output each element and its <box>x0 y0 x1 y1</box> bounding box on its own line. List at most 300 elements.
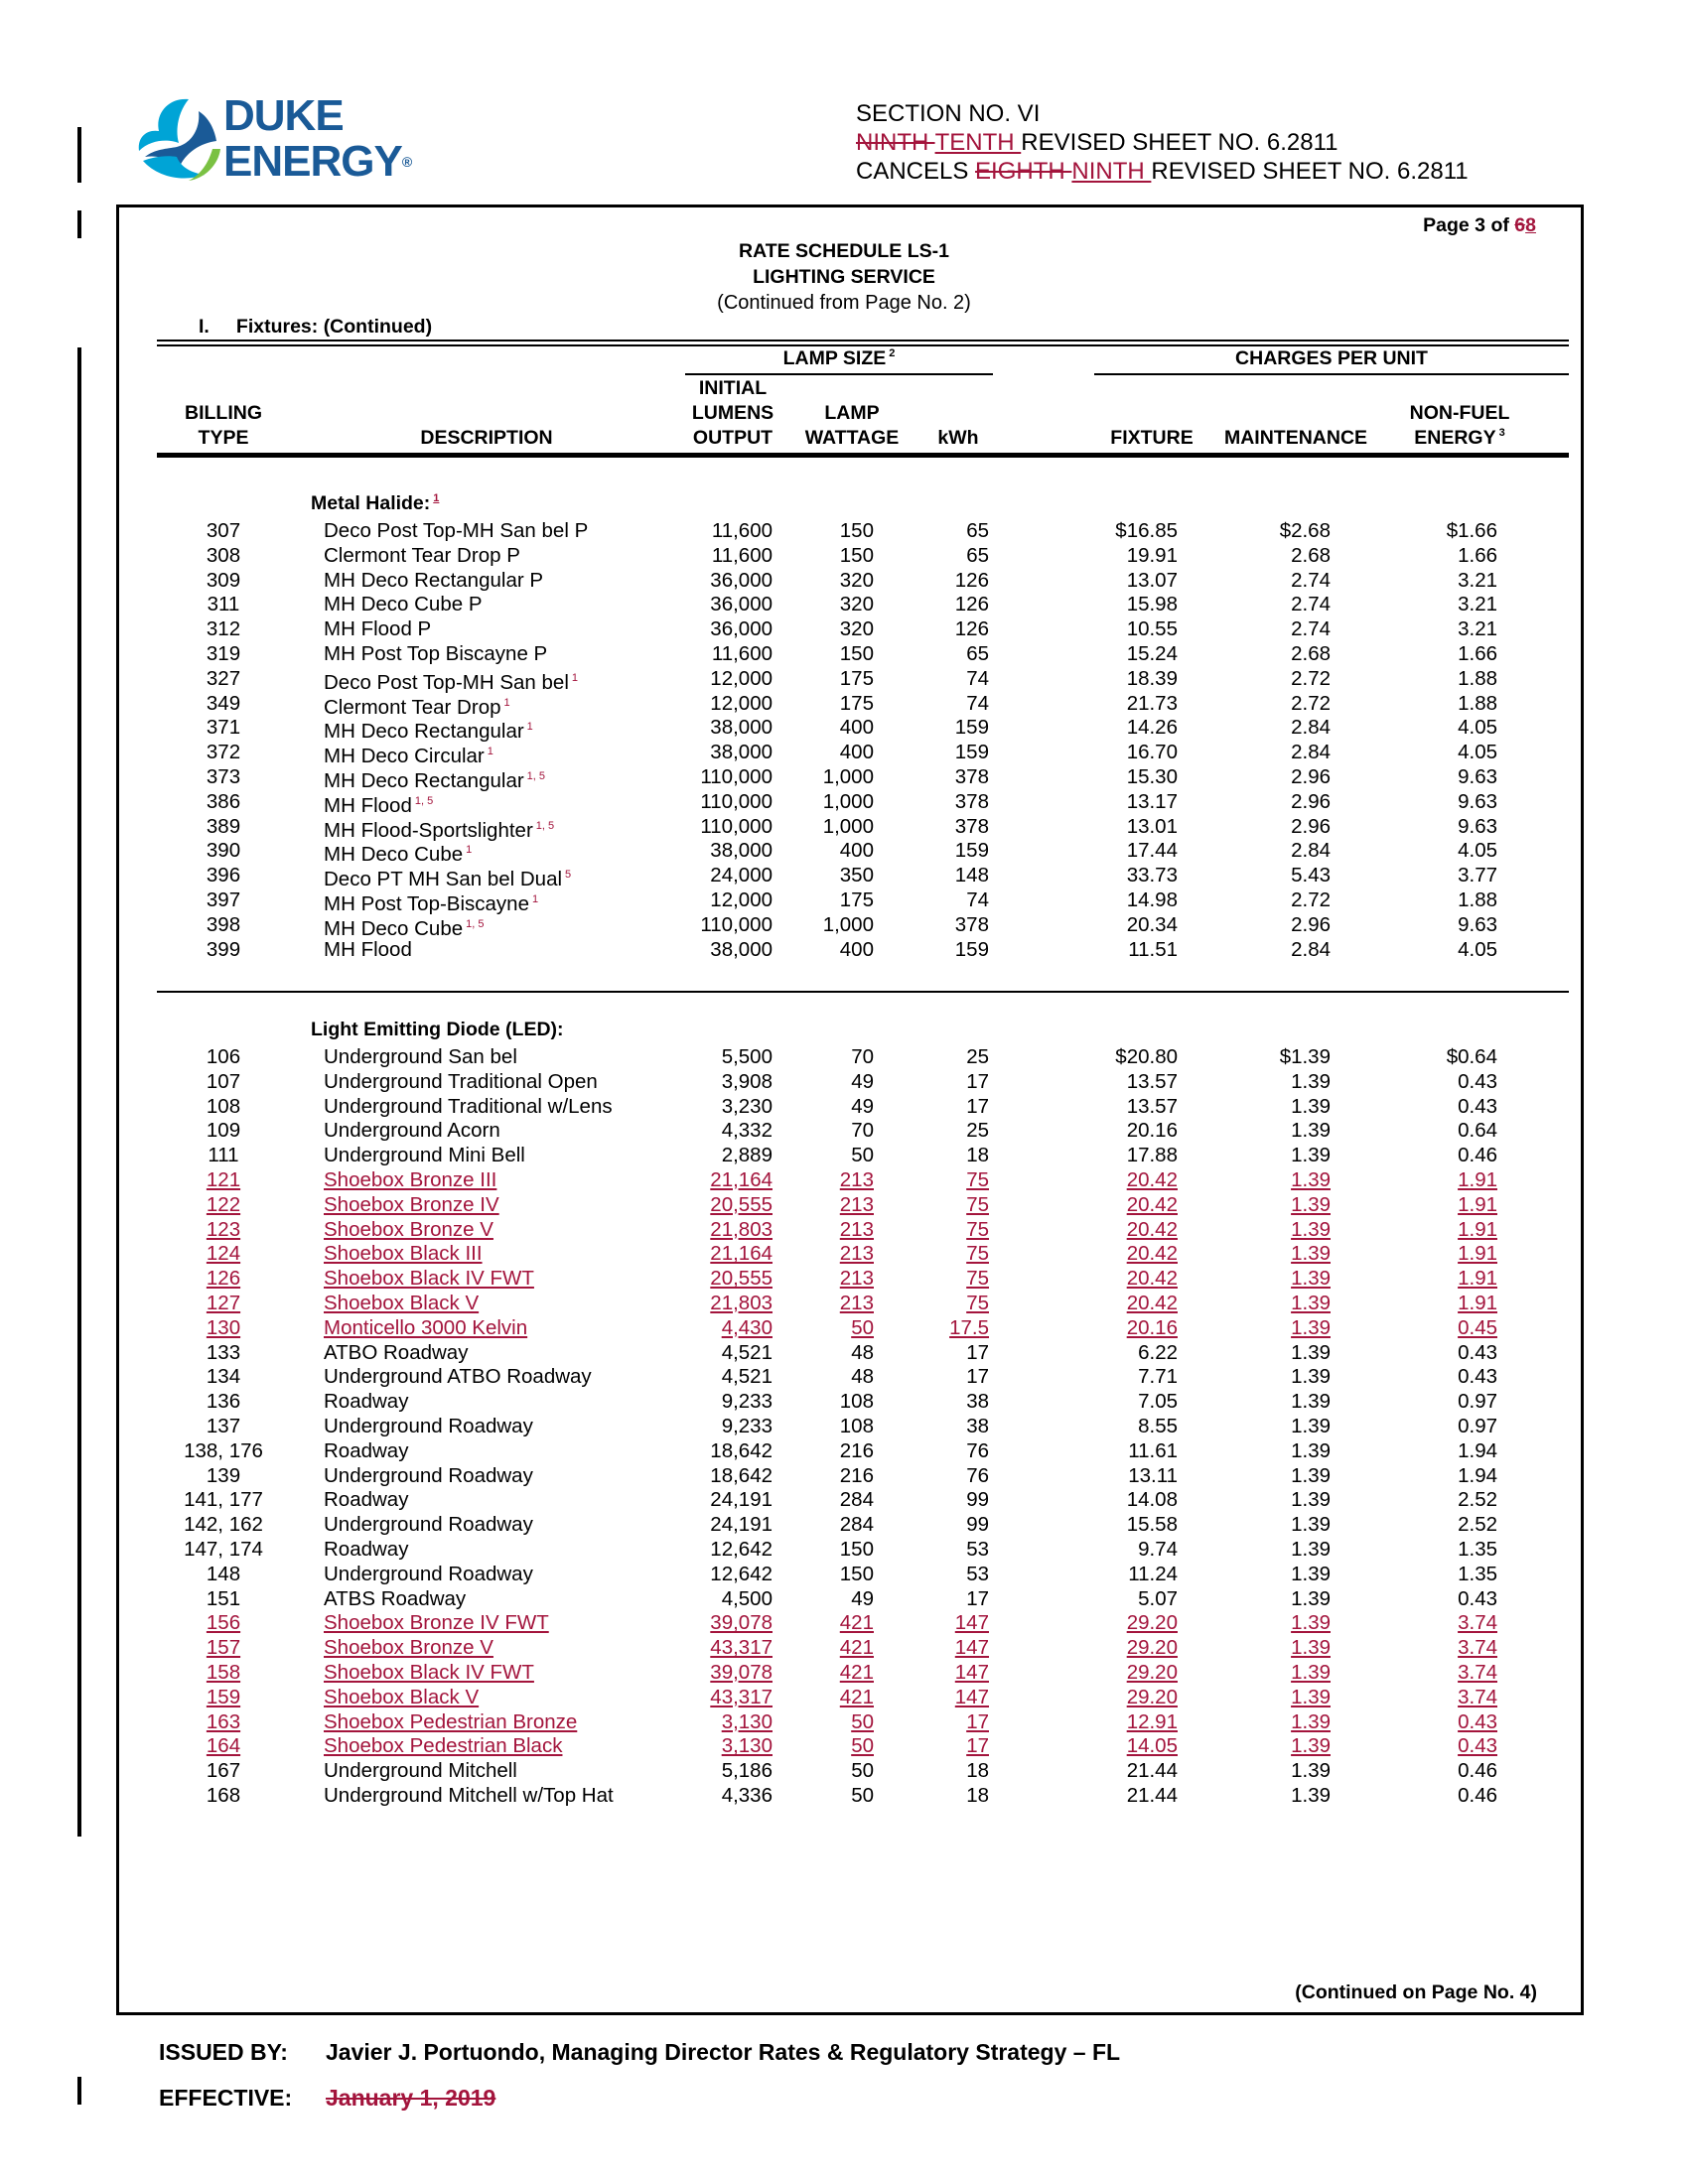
fixture-charge-cell: 17.88 <box>1126 1144 1178 1167</box>
maintenance-charge-cell: 2.74 <box>1291 568 1331 592</box>
revision-bar <box>77 127 81 183</box>
billing-type-cell: 397 <box>206 888 241 911</box>
revision-bar <box>77 2077 81 2105</box>
effective-label: EFFECTIVE: <box>159 2085 293 2111</box>
billing-type-cell: 307 <box>206 519 241 542</box>
table-row <box>0 814 1688 842</box>
fixture-charge-cell: 11.51 <box>1128 937 1178 961</box>
revised-sheet-line <box>856 128 1469 157</box>
description-cell: Underground Roadway <box>324 1562 533 1585</box>
billing-type-cell: 372 <box>206 741 241 764</box>
continued-note: (Continued on Page No. 4) <box>1295 1981 1537 2003</box>
deleted-text: EIGHTH <box>975 158 1072 185</box>
billing-type-cell: 168 <box>206 1784 241 1807</box>
billing-type-cell: 127 <box>206 1292 241 1314</box>
lumens-cell: 11,600 <box>711 642 773 665</box>
maintenance-charge-cell: 1.39 <box>1291 1242 1331 1266</box>
wattage-cell: 150 <box>839 519 874 542</box>
fixture-charge-cell: 19.91 <box>1126 543 1178 567</box>
footnote-marker: 2 <box>889 347 896 359</box>
fixture-charge-cell: 29.20 <box>1126 1661 1178 1684</box>
kwh-cell: 99 <box>966 1488 989 1512</box>
table-row <box>0 1340 1688 1365</box>
kwh-cell: 17 <box>966 1734 989 1758</box>
description-cell: Deco Post Top-MH San bel $^1$ <box>324 670 579 694</box>
lumens-cell: 18,642 <box>710 1463 773 1487</box>
description-cell: MH Deco Cube P <box>324 593 483 616</box>
non-fuel-energy-charge-cell: 0.97 <box>1458 1390 1497 1414</box>
non-fuel-energy-charge-cell: 9.63 <box>1458 814 1497 838</box>
lumens-cell: 4,500 <box>721 1586 773 1610</box>
wattage-cell: 50 <box>851 1734 874 1758</box>
non-fuel-energy-charge-cell: 0.43 <box>1458 1586 1497 1610</box>
non-fuel-energy-charge-cell: 0.43 <box>1458 1709 1497 1733</box>
lumens-cell: 3,230 <box>721 1094 773 1118</box>
table-row <box>0 568 1688 593</box>
wattage-cell: 50 <box>851 1315 874 1339</box>
rule <box>1094 373 1569 375</box>
billing-type-cell: 371 <box>206 716 241 740</box>
non-fuel-energy-charge-cell: 0.64 <box>1458 1119 1497 1143</box>
fixture-charge-cell: 20.42 <box>1126 1267 1178 1291</box>
rule <box>157 340 1569 341</box>
maintenance-charge-cell: 1.39 <box>1291 1144 1331 1167</box>
fixture-charge-cell: $20.80 <box>1115 1045 1178 1068</box>
footnote-marker: 1 <box>571 671 579 684</box>
description-cell: Underground Roadway <box>324 1415 533 1437</box>
fixture-charge-cell: 8.55 <box>1138 1415 1178 1437</box>
kwh-cell: 17 <box>966 1586 989 1610</box>
sheet-header <box>856 99 1469 186</box>
wattage-cell: 150 <box>839 543 874 567</box>
table-row <box>0 1364 1688 1389</box>
wattage-cell: 49 <box>851 1094 874 1118</box>
wattage-cell: 320 <box>839 617 874 641</box>
kwh-cell: 378 <box>954 912 989 936</box>
table-row <box>0 1192 1688 1217</box>
wattage-cell: 70 <box>851 1119 874 1143</box>
description-cell: Underground Traditional Open <box>324 1069 598 1093</box>
lumens-cell: 38,000 <box>710 937 773 961</box>
table-row <box>0 1562 1688 1586</box>
non-fuel-energy-charge-cell: 1.94 <box>1458 1463 1497 1487</box>
fixture-charge-cell: 18.39 <box>1126 666 1178 690</box>
lumens-cell: 36,000 <box>710 617 773 641</box>
billing-type-cell: 133 <box>206 1340 241 1364</box>
fixture-charge-cell: 14.08 <box>1126 1488 1178 1512</box>
fixture-charge-cell: 14.26 <box>1126 716 1178 740</box>
description-cell: MH Flood-Sportslighter $^{1, 5}$ <box>324 818 555 842</box>
description-cell: Roadway <box>324 1488 409 1512</box>
non-fuel-energy-charge-cell: 1.94 <box>1458 1438 1497 1462</box>
wattage-cell: 50 <box>851 1144 874 1167</box>
maintenance-charge-cell: 1.39 <box>1291 1488 1331 1512</box>
wattage-cell: 213 <box>839 1192 874 1216</box>
kwh-cell: 147 <box>954 1661 989 1684</box>
table-row <box>0 641 1688 666</box>
footnote-marker: 1 <box>466 844 473 857</box>
lumens-cell: 12,642 <box>710 1538 773 1561</box>
lumens-cell: 3,908 <box>721 1069 773 1093</box>
table-row <box>0 1463 1688 1488</box>
footnote-marker: 1 <box>487 746 493 758</box>
lumens-cell: 2,889 <box>721 1144 773 1167</box>
wattage-cell: 48 <box>851 1365 874 1389</box>
non-fuel-energy-charge-cell: 1.66 <box>1458 543 1497 567</box>
lumens-cell: 5,500 <box>721 1045 773 1068</box>
col-billing: BILLING <box>185 402 262 424</box>
fixture-charge-cell: 21.73 <box>1126 691 1178 715</box>
table-row <box>0 1537 1688 1562</box>
kwh-cell: 38 <box>966 1415 989 1437</box>
lumens-cell: 38,000 <box>710 716 773 740</box>
kwh-cell: 147 <box>954 1685 989 1708</box>
non-fuel-energy-charge-cell: 1.66 <box>1458 642 1497 665</box>
billing-type-cell: 396 <box>206 864 241 887</box>
kwh-cell: 76 <box>966 1438 989 1462</box>
kwh-cell: 18 <box>966 1759 989 1783</box>
non-fuel-energy-charge-cell: 0.97 <box>1458 1415 1497 1437</box>
table-row <box>0 592 1688 616</box>
table-row <box>0 1709 1688 1734</box>
description-cell: MH Deco Circular $^1$ <box>324 745 493 768</box>
description-cell: Shoebox Bronze IV FWT <box>324 1611 549 1635</box>
description-cell: Roadway <box>324 1538 409 1561</box>
revision-bar <box>77 210 81 238</box>
maintenance-charge-cell: 1.39 <box>1291 1365 1331 1389</box>
table-row <box>0 1291 1688 1315</box>
maintenance-charge-cell: 1.39 <box>1291 1734 1331 1758</box>
maintenance-charge-cell: 1.39 <box>1291 1415 1331 1437</box>
table-row <box>0 838 1688 867</box>
wattage-cell: 150 <box>839 642 874 665</box>
rule <box>157 453 1569 458</box>
fixture-charge-cell: 13.17 <box>1126 789 1178 813</box>
table-row <box>0 789 1688 817</box>
col-type: TYPE <box>198 427 249 449</box>
wattage-cell: 213 <box>839 1242 874 1266</box>
duke-energy-swirl-icon <box>129 91 228 191</box>
description-cell: Shoebox Black IV FWT <box>324 1661 534 1684</box>
fixture-charge-cell: 13.01 <box>1126 814 1178 838</box>
maintenance-charge-cell: 2.68 <box>1291 642 1331 665</box>
kwh-cell: 147 <box>954 1636 989 1660</box>
kwh-cell: 378 <box>954 765 989 788</box>
fixture-charge-cell: 20.16 <box>1126 1315 1178 1339</box>
wattage-cell: 213 <box>839 1217 874 1241</box>
lumens-cell: 11,600 <box>711 519 773 542</box>
maintenance-charge-cell: 1.39 <box>1291 1267 1331 1291</box>
description-cell: Shoebox Pedestrian Bronze <box>324 1709 578 1733</box>
non-fuel-energy-charge-cell: 2.52 <box>1458 1488 1497 1512</box>
kwh-cell: 17 <box>966 1709 989 1733</box>
energy-label: ENERGY <box>1414 427 1496 449</box>
fixture-charge-cell: 13.11 <box>1128 1463 1178 1487</box>
table-row <box>0 1118 1688 1143</box>
table-row <box>0 1167 1688 1192</box>
issued-by-value: Javier J. Portuondo, Managing Director Rates & Regulatory Strategy – FL <box>326 2039 1121 2065</box>
kwh-cell: 65 <box>966 519 989 542</box>
maintenance-charge-cell: 2.74 <box>1291 593 1331 616</box>
lumens-cell: 20,555 <box>710 1192 773 1216</box>
lumens-cell: 110,000 <box>700 814 773 838</box>
lumens-cell: 36,000 <box>710 568 773 592</box>
lumens-cell: 21,803 <box>710 1292 773 1314</box>
table-row <box>0 1586 1688 1611</box>
description-cell: Underground Mitchell <box>324 1759 517 1783</box>
wattage-cell: 1,000 <box>822 912 874 936</box>
description-cell: Underground Mitchell w/Top Hat <box>324 1784 614 1807</box>
wattage-cell: 284 <box>839 1488 874 1512</box>
table-row <box>0 764 1688 792</box>
schedule-title <box>546 238 1142 316</box>
col-kwh: kWh <box>937 427 979 449</box>
maintenance-charge-cell: 2.84 <box>1291 937 1331 961</box>
non-fuel-energy-charge-cell: 3.74 <box>1458 1661 1497 1684</box>
fixture-charge-cell: 13.57 <box>1126 1094 1178 1118</box>
footnote-marker: 3 <box>1498 427 1505 439</box>
description-cell: Shoebox Bronze V <box>324 1636 493 1660</box>
fixture-charge-cell: 20.42 <box>1126 1242 1178 1266</box>
maintenance-charge-cell: 2.96 <box>1291 814 1331 838</box>
maintenance-charge-cell: $2.68 <box>1279 519 1331 542</box>
kwh-cell: 75 <box>966 1292 989 1314</box>
lumens-cell: 43,317 <box>710 1636 773 1660</box>
table-row <box>0 1143 1688 1167</box>
lumens-cell: 110,000 <box>700 765 773 788</box>
wattage-cell: 1,000 <box>822 765 874 788</box>
table-row <box>0 1758 1688 1783</box>
kwh-cell: 25 <box>966 1045 989 1068</box>
metal-halide-heading <box>311 492 439 515</box>
maintenance-charge-cell: 1.39 <box>1291 1661 1331 1684</box>
non-fuel-energy-charge-cell: 0.43 <box>1458 1340 1497 1364</box>
table-row <box>0 1733 1688 1758</box>
wattage-cell: 400 <box>839 937 874 961</box>
kwh-cell: 75 <box>966 1242 989 1266</box>
non-fuel-energy-charge-cell: $1.66 <box>1446 519 1497 542</box>
fixture-charge-cell: 14.98 <box>1126 888 1178 911</box>
fixture-charge-cell: 20.16 <box>1126 1119 1178 1143</box>
footnote-marker: 1, 5 <box>535 819 555 832</box>
deleted-text: NINTH <box>856 129 935 156</box>
wattage-cell: 49 <box>851 1586 874 1610</box>
kwh-cell: 38 <box>966 1390 989 1414</box>
footnote-marker: 1 <box>503 696 510 709</box>
lumens-cell: 21,164 <box>710 1242 773 1266</box>
kwh-cell: 17 <box>966 1094 989 1118</box>
kwh-cell: 18 <box>966 1784 989 1807</box>
billing-type-cell: 157 <box>206 1636 241 1660</box>
fixture-charge-cell: 20.42 <box>1126 1217 1178 1241</box>
rule <box>157 991 1569 993</box>
billing-type-cell: 156 <box>206 1611 241 1635</box>
description-cell: Underground Roadway <box>324 1513 533 1537</box>
wattage-cell: 108 <box>839 1390 874 1414</box>
non-fuel-energy-charge-cell: 2.52 <box>1458 1513 1497 1537</box>
non-fuel-energy-charge-cell: 4.05 <box>1458 741 1497 764</box>
description-cell: MH Flood $^{1, 5}$ <box>324 793 434 817</box>
maintenance-charge-cell: 2.84 <box>1291 741 1331 764</box>
inserted-text: TENTH <box>934 129 1022 156</box>
billing-type-cell: 309 <box>206 568 241 592</box>
table-row <box>0 691 1688 719</box>
billing-type-cell: 167 <box>206 1759 241 1783</box>
fixture-charge-cell: 20.42 <box>1126 1192 1178 1216</box>
fixture-charge-cell: 29.20 <box>1126 1636 1178 1660</box>
maintenance-charge-cell: 2.96 <box>1291 912 1331 936</box>
maintenance-charge-cell: 1.39 <box>1291 1759 1331 1783</box>
description-cell: Roadway <box>324 1390 409 1414</box>
charges-header: CHARGES PER UNIT <box>1235 347 1428 369</box>
billing-type-cell: 134 <box>206 1365 241 1389</box>
page-number <box>1423 214 1536 237</box>
wattage-cell: 320 <box>839 593 874 616</box>
billing-type-cell: 122 <box>206 1192 241 1216</box>
wattage-cell: 213 <box>839 1267 874 1291</box>
table-row <box>0 740 1688 768</box>
billing-type-cell: 141, 177 <box>184 1488 263 1512</box>
rule <box>685 373 993 375</box>
footnote-marker: 1 <box>433 492 440 504</box>
maintenance-charge-cell: 1.39 <box>1291 1192 1331 1216</box>
maintenance-charge-cell: 1.39 <box>1291 1340 1331 1364</box>
description-cell: Shoebox Pedestrian Black <box>324 1734 563 1758</box>
table-row <box>0 1389 1688 1414</box>
billing-type-cell: 327 <box>206 666 241 690</box>
description-cell: MH Flood <box>324 937 412 961</box>
table-row <box>0 1512 1688 1537</box>
non-fuel-energy-charge-cell: 1.91 <box>1458 1292 1497 1314</box>
description-cell: MH Deco Cube $^{1, 5}$ <box>324 916 485 940</box>
fixture-charge-cell: 21.44 <box>1126 1784 1178 1807</box>
fixture-charge-cell: 15.24 <box>1126 642 1178 665</box>
col-wattage: WATTAGE <box>804 427 900 449</box>
table-row <box>0 887 1688 915</box>
kwh-cell: 74 <box>966 888 989 911</box>
table-row <box>0 863 1688 891</box>
description-cell: Clermont Tear Drop $^1$ <box>324 695 510 719</box>
wattage-cell: 216 <box>839 1438 874 1462</box>
fixture-charge-cell: 20.42 <box>1126 1292 1178 1314</box>
cancels-line <box>856 157 1469 186</box>
table-row <box>0 518 1688 543</box>
kwh-cell: 17.5 <box>949 1315 989 1339</box>
heading-text: Metal Halide: <box>311 492 431 514</box>
led-heading: Light Emitting Diode (LED): <box>311 1019 564 1040</box>
lumens-cell: 110,000 <box>700 912 773 936</box>
table-row <box>0 715 1688 744</box>
non-fuel-energy-charge-cell: 3.74 <box>1458 1636 1497 1660</box>
description-cell: MH Deco Cube $^1$ <box>324 843 473 867</box>
footnote-marker: 1, 5 <box>414 794 434 807</box>
billing-type-cell: 124 <box>206 1242 241 1266</box>
billing-type-cell: 164 <box>206 1734 241 1758</box>
footnote-marker: 5 <box>565 869 572 882</box>
table-row <box>0 1241 1688 1266</box>
maintenance-charge-cell: 2.84 <box>1291 839 1331 863</box>
table-row <box>0 543 1688 568</box>
fixture-charge-cell: 15.98 <box>1126 593 1178 616</box>
billing-type-cell: 386 <box>206 789 241 813</box>
billing-type-cell: 373 <box>206 765 241 788</box>
non-fuel-energy-charge-cell: 3.74 <box>1458 1611 1497 1635</box>
fixture-charge-cell: 11.24 <box>1128 1562 1178 1585</box>
lumens-cell: 9,233 <box>721 1415 773 1437</box>
table-row <box>0 666 1688 694</box>
billing-type-cell: 151 <box>206 1586 241 1610</box>
fixture-charge-cell: 16.70 <box>1126 741 1178 764</box>
fixture-charge-cell: 17.44 <box>1126 839 1178 863</box>
col-energy <box>1400 427 1519 450</box>
billing-type-cell: 163 <box>206 1709 241 1733</box>
maintenance-charge-cell: 2.74 <box>1291 617 1331 641</box>
description-cell: Roadway <box>324 1438 409 1462</box>
col-lumens: LUMENS <box>691 402 774 424</box>
table-row <box>0 1069 1688 1094</box>
fixture-charge-cell: 15.58 <box>1126 1513 1178 1537</box>
non-fuel-energy-charge-cell: 9.63 <box>1458 789 1497 813</box>
non-fuel-energy-charge-cell: 9.63 <box>1458 765 1497 788</box>
description-cell: Deco Post Top-MH San bel P <box>324 519 589 542</box>
lumens-cell: 12,000 <box>710 691 773 715</box>
billing-type-cell: 136 <box>206 1390 241 1414</box>
billing-type-cell: 390 <box>206 839 241 863</box>
non-fuel-energy-charge-cell: 4.05 <box>1458 716 1497 740</box>
billing-type-cell: 123 <box>206 1217 241 1241</box>
non-fuel-energy-charge-cell: 1.91 <box>1458 1217 1497 1241</box>
non-fuel-energy-charge-cell: 0.43 <box>1458 1094 1497 1118</box>
wattage-cell: 421 <box>839 1611 874 1635</box>
col-maintenance: MAINTENANCE <box>1223 427 1368 449</box>
fixture-charge-cell: 29.20 <box>1126 1611 1178 1635</box>
billing-type-cell: 142, 162 <box>184 1513 263 1537</box>
table-row <box>0 1044 1688 1069</box>
footnote-marker: 1 <box>531 893 539 905</box>
description-cell: Shoebox Black IV FWT <box>324 1267 534 1291</box>
kwh-cell: 159 <box>954 741 989 764</box>
non-fuel-energy-charge-cell: 0.46 <box>1458 1784 1497 1807</box>
non-fuel-energy-charge-cell: 3.21 <box>1458 568 1497 592</box>
kwh-cell: 17 <box>966 1069 989 1093</box>
fixture-charge-cell: 12.91 <box>1126 1709 1178 1733</box>
table-row <box>0 1685 1688 1709</box>
lumens-cell: 36,000 <box>710 593 773 616</box>
description-cell: Shoebox Black V <box>324 1685 480 1708</box>
maintenance-charge-cell: 1.39 <box>1291 1513 1331 1537</box>
title-line-2: LIGHTING SERVICE <box>753 266 935 288</box>
kwh-cell: 75 <box>966 1217 989 1241</box>
maintenance-charge-cell: 2.72 <box>1291 666 1331 690</box>
maintenance-charge-cell: 1.39 <box>1291 1685 1331 1708</box>
kwh-cell: 126 <box>954 593 989 616</box>
kwh-cell: 17 <box>966 1365 989 1389</box>
lumens-cell: 21,803 <box>710 1217 773 1241</box>
description-cell: Monticello 3000 Kelvin <box>324 1315 528 1339</box>
maintenance-charge-cell: 1.39 <box>1291 1390 1331 1414</box>
kwh-cell: 53 <box>966 1562 989 1585</box>
table-row <box>0 1315 1688 1340</box>
wattage-cell: 175 <box>839 888 874 911</box>
kwh-cell: 148 <box>954 864 989 887</box>
description-cell: MH Deco Rectangular $^1$ <box>324 720 533 744</box>
lumens-cell: 3,130 <box>721 1734 773 1758</box>
effective-date: January 1, 2019 <box>326 2085 496 2111</box>
kwh-cell: 53 <box>966 1538 989 1561</box>
deleted-text: 6 <box>1514 214 1526 236</box>
maintenance-charge-cell: 5.43 <box>1291 864 1331 887</box>
billing-type-cell: 106 <box>206 1045 241 1068</box>
